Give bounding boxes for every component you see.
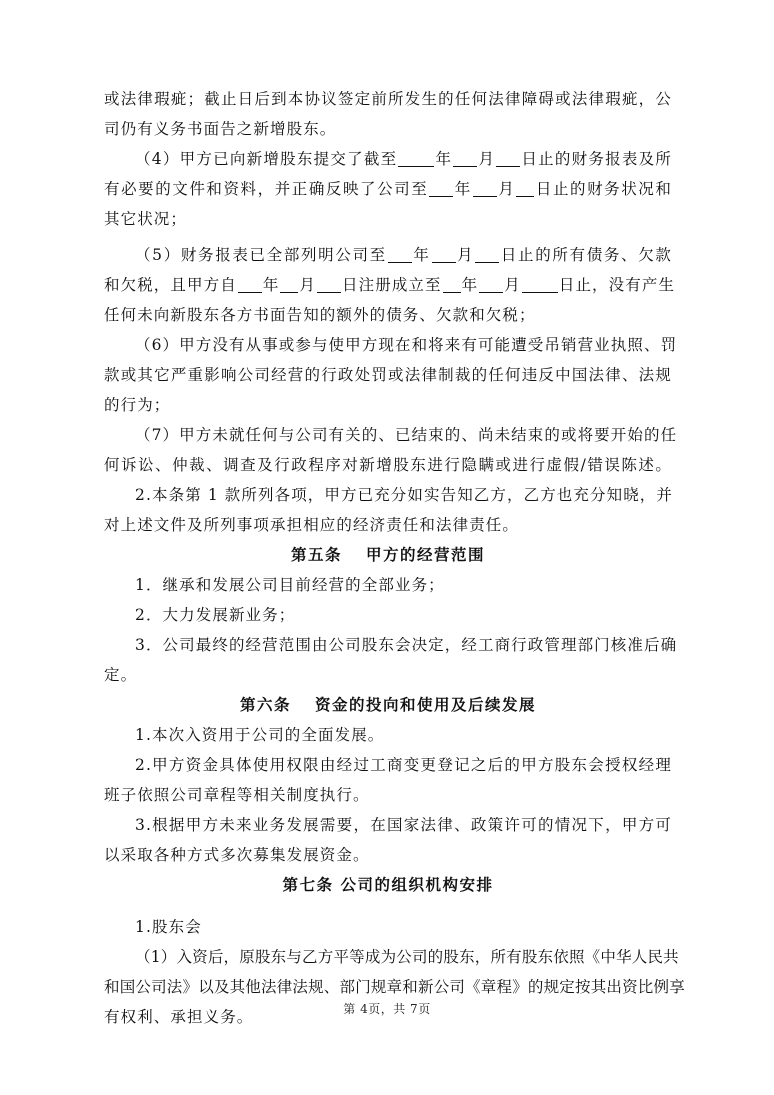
text-segment: 日止的财务报表及所 xyxy=(521,150,672,168)
text-segment: 年 xyxy=(454,180,472,198)
paragraph-line: 和国公司法》以及其他法律法规、部门规章和新公司《章程》的规定按其出资比例享 xyxy=(104,978,685,996)
list-item: 2.甲方资金具体使用权限由经过工商变更登记之后的甲方股东会授权经理 xyxy=(135,756,672,774)
text-segment: 日注册成立至 xyxy=(342,276,442,294)
text-segment: （5）财务报表已全部列明公司至 xyxy=(135,246,387,264)
text-segment: 月 xyxy=(504,276,521,294)
list-item: 3.根据甲方未来业务发展需要，在国家法律、政策许可的情况下，甲方可 xyxy=(135,816,672,834)
paragraph-line: 司仍有义务书面告之新增股东。 xyxy=(104,120,337,138)
blank-field xyxy=(398,148,434,167)
blank-field xyxy=(388,244,412,263)
paragraph-line: （6）甲方没有从事或参与使甲方现在和将来有可能遭受吊销营业执照、罚 xyxy=(135,336,678,354)
paragraph-line: 班子依照公司章程等相关制度执行。 xyxy=(104,786,370,804)
paragraph-line: 款或其它严重影响公司经营的行政处罚或法律制裁的任何违反中国法律、法规 xyxy=(104,366,672,384)
paragraph-line: 定。 xyxy=(104,666,138,684)
list-item: 3．公司最终的经营范围由公司股东会决定，经工商行政管理部门核准后确 xyxy=(135,636,678,654)
blank-field xyxy=(522,274,558,293)
text-segment: （4）甲方已向新增股东提交了截至 xyxy=(135,150,398,168)
text-segment: 月 xyxy=(456,246,475,264)
blank-field xyxy=(238,274,262,293)
blank-field xyxy=(516,178,534,197)
section-heading: 第五条 甲方的经营范围 xyxy=(291,546,485,564)
paragraph-line: 有权利、承担义务。 xyxy=(104,1008,254,1026)
paragraph-line: （7）甲方未就任何与公司有关的、已结束的、尚未结束的或将要开始的任 xyxy=(135,426,678,444)
text-segment: 有必要的文件和资料，并正确反映了公司至 xyxy=(104,180,429,198)
list-item: 1．继承和发展公司目前经营的全部业务； xyxy=(135,576,445,594)
paragraph-line: 对上述文件及所列事项承担相应的经济责任和法律责任。 xyxy=(104,516,520,534)
blank-field xyxy=(317,274,341,293)
text-segment: 月 xyxy=(299,276,317,294)
blank-field xyxy=(453,148,477,167)
subsection-heading: 1.股东会 xyxy=(135,918,202,936)
document-page xyxy=(104,84,685,1032)
paragraph-line xyxy=(104,240,672,270)
list-item: 1.本次入资用于公司的全面发展。 xyxy=(135,726,385,744)
blank-field xyxy=(280,274,298,293)
text-segment: 日止，没有产生 xyxy=(558,276,676,294)
text-segment: 日止的所有债务、欠款 xyxy=(500,246,672,264)
paragraph-line: 或法律瑕疵；截止日后到本协议签定前所发生的任何法律障碍或法律瑕疵，公 xyxy=(104,90,672,108)
text-segment: 年 xyxy=(412,246,431,264)
list-item: 2．大力发展新业务； xyxy=(135,606,296,624)
blank-field xyxy=(475,244,499,263)
blank-field xyxy=(473,178,497,197)
text-segment: 和欠税，且甲方自 xyxy=(104,276,237,294)
paragraph-line: 2.本条第 1 款所列各项，甲方已充分如实告知乙方，乙方也充分知晓，并 xyxy=(135,486,674,504)
text-segment: 年 xyxy=(435,150,453,168)
blank-field xyxy=(429,178,453,197)
blank-field xyxy=(479,274,503,293)
paragraph-line: （1）入资后，原股东与乙方平等成为公司的股东，所有股东依照《中华人民共 xyxy=(135,948,679,966)
paragraph-line xyxy=(104,144,672,174)
paragraph-line: 以采取各种方式多次募集发展资金。 xyxy=(104,846,370,864)
section-heading: 第七条 公司的组织机构安排 xyxy=(282,876,494,894)
paragraph-line: 何诉讼、仲裁、调查及行政程序对新增股东进行隐瞒或进行虚假/错误陈述。 xyxy=(104,456,672,474)
page-footer: 第 4页，共 7页 xyxy=(343,1002,431,1016)
paragraph-line: 任何未向新股东各方书面告知的额外的债务、欠款和欠税； xyxy=(104,306,536,324)
blank-field xyxy=(432,244,456,263)
text-segment: 月 xyxy=(497,180,516,198)
paragraph-line: 其它状况； xyxy=(104,210,188,228)
paragraph-line: 的行为； xyxy=(104,396,171,414)
paragraph-line xyxy=(104,174,672,204)
text-segment: 年 xyxy=(461,276,479,294)
text-segment: 年 xyxy=(262,276,280,294)
section-heading: 第六条 资金的投向和使用及后续发展 xyxy=(240,696,536,714)
text-segment: 日止的财务状况和 xyxy=(535,180,672,198)
paragraph-line xyxy=(104,270,676,300)
text-segment: 月 xyxy=(478,150,496,168)
blank-field xyxy=(496,148,520,167)
blank-field xyxy=(443,274,461,293)
